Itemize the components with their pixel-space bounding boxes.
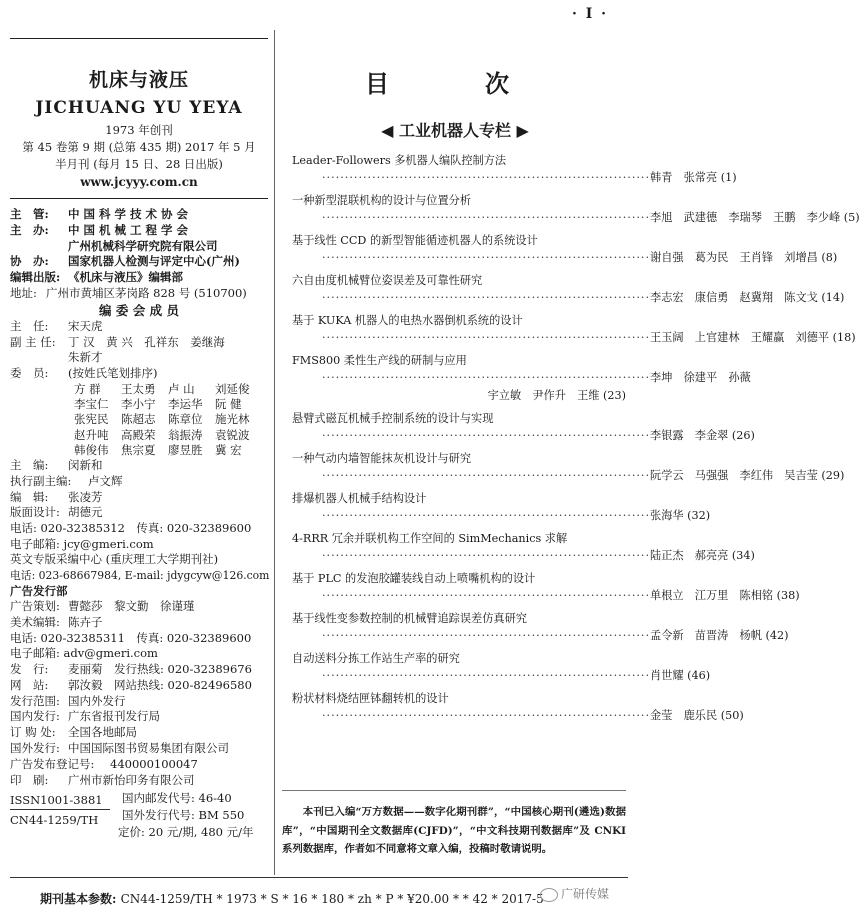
- toc-item[interactable]: [292, 272, 845, 307]
- editor-name: 张凌芳: [68, 489, 103, 504]
- domestic-code: 国内邮发代号: 46-40: [122, 791, 232, 806]
- exec-row: [10, 474, 268, 490]
- toc-item[interactable]: [292, 690, 744, 725]
- toc-item[interactable]: [292, 450, 845, 485]
- member: 施光林: [215, 412, 250, 427]
- top-rule: [10, 38, 268, 39]
- toc-authors-row: [292, 169, 737, 187]
- co-label: 协 办:: [10, 254, 49, 269]
- footer: [40, 890, 544, 907]
- blank-label: [10, 350, 68, 366]
- member: 李宝仁: [74, 397, 109, 412]
- member: 方 群: [74, 381, 101, 396]
- range-row: [10, 694, 268, 710]
- footer-label: 期刊基本参数:: [40, 892, 117, 906]
- column-heading: ◀ 工业机器人专栏 ▶: [381, 121, 529, 140]
- member: 赵升吨: [74, 427, 109, 442]
- member: 焦宗夏: [121, 442, 156, 457]
- supervisor: 中 国 科 学 技 术 协 会: [68, 207, 189, 221]
- member: 阮 健: [215, 397, 242, 412]
- member: 陈章位: [168, 412, 203, 427]
- leader-dots: ········································································: [322, 331, 651, 344]
- toc-authors: 单根立 江万里 陈相铭 (38): [650, 589, 800, 602]
- journal-title: 机床与液压: [88, 69, 189, 91]
- address: 广州市黄埔区茅岗路 828 号 (510700): [46, 285, 247, 300]
- ed-row: [10, 490, 268, 506]
- foreign-row: [10, 741, 268, 757]
- web-contact: 郭汝毅 网站热线: 020-82496580: [68, 677, 252, 692]
- sponsor2-row: [10, 239, 268, 255]
- sponsor: 中 国 机 械 工 程 学 会: [68, 222, 189, 237]
- planner-row: [10, 599, 268, 615]
- chief-label: 主 编:: [10, 457, 49, 472]
- watermark: [540, 885, 609, 902]
- design-label: 版面设计:: [10, 505, 60, 520]
- deputies-2: 朱新才: [68, 350, 103, 365]
- committee-heading: 编 委 会 成 员: [99, 302, 179, 318]
- leader-dots: ········································································: [322, 589, 651, 602]
- toc-authors: 陆正杰 郝亮亮 (34): [650, 549, 755, 562]
- frequency: 半月刊 (每月 15 日、28 日出版): [55, 157, 223, 171]
- leader-dots: ········································································: [322, 429, 651, 442]
- address-label: 地址:: [10, 285, 37, 300]
- member: 韩俊伟: [74, 442, 109, 457]
- members-row: [10, 366, 268, 382]
- toc-title: 基于线性 CCD 的新型智能循迹机器人的系统设计: [292, 234, 538, 247]
- toc-item[interactable]: [292, 490, 711, 525]
- member: 李运华: [168, 397, 203, 412]
- toc-item[interactable]: [292, 152, 737, 187]
- license-row: [10, 757, 268, 773]
- leader-dots: ········································································: [322, 251, 651, 264]
- domestic-label: 国内发行:: [10, 709, 60, 724]
- cn-number: CN44-1259/TH: [10, 813, 99, 828]
- page-number: · I ·: [571, 6, 608, 22]
- co-row: [10, 254, 268, 270]
- director: 宋天虎: [68, 318, 103, 333]
- toc-item[interactable]: [292, 352, 751, 405]
- indexing-notice: 本刊已入编“万方数据——数字化期刊群”，“中国核心期刊(遴选)数据库”，“中国期刊全文数据库(CJFD)”，“中文科技期刊数据库”及 CNKI 系列数据库，作者如不同意将文章入编，投稿时敬请说明。: [282, 790, 626, 859]
- english-contact: 电话: 023-68667984, E-mail: jdygcyw@126.com: [10, 568, 270, 582]
- toc-item[interactable]: [292, 610, 789, 645]
- address-row: [10, 286, 268, 302]
- designer: 胡德元: [68, 505, 103, 520]
- toc-item[interactable]: [292, 232, 838, 267]
- toc-item[interactable]: [292, 650, 711, 685]
- toc-authors-row: [292, 209, 860, 227]
- print-row: [10, 773, 268, 789]
- web-label: 网 站:: [10, 677, 49, 692]
- english-office: 英文专版采编中心 (重庆理工大学期刊社): [10, 552, 219, 567]
- member-row: [10, 428, 268, 443]
- toc-authors: 阮学云 马强强 李红伟 吴吉莹 (29): [650, 469, 845, 482]
- toc-title: 排爆机器人机械手结构设计: [292, 492, 427, 505]
- toc-authors-row: [292, 329, 856, 347]
- sponsor2: 广州机械科学研究院有限公司: [68, 238, 218, 253]
- supervisor-row: [10, 207, 268, 223]
- masthead-column: [10, 38, 268, 848]
- toc-title: 4-RRR 冗余并联机构工作空间的 SimMechanics 求解: [292, 532, 568, 545]
- leader-dots: ········································································: [322, 291, 651, 304]
- leader-dots: ········································································: [322, 469, 651, 482]
- exec-label: 执行副主编:: [10, 473, 72, 488]
- planner-label: 广告策划:: [10, 599, 60, 614]
- distribution: 麦丽菊 发行热线: 020-32389676: [68, 661, 252, 676]
- watermark-text: 广研传媒: [561, 887, 610, 901]
- subscribe-row: [10, 725, 268, 741]
- member-row: [10, 397, 268, 412]
- supervisor-label: 主 管:: [10, 207, 49, 221]
- deputies: 丁 汉 黄 兴 孔祥东 姜继海: [68, 334, 225, 349]
- toc-item[interactable]: [292, 570, 800, 605]
- wechat-icon: [540, 888, 558, 902]
- dist-row: [10, 662, 268, 678]
- toc-heading: 目 次: [365, 69, 545, 98]
- issn-block: [10, 788, 268, 848]
- range-label: 发行范围:: [10, 693, 60, 708]
- leader-dots: ········································································: [322, 709, 651, 722]
- toc-item[interactable]: [292, 530, 755, 565]
- editor-row: [10, 270, 268, 286]
- member: 翁振涛: [168, 427, 203, 442]
- member: 冀 宏: [215, 442, 242, 457]
- dist-range: 国内外发行: [68, 693, 126, 708]
- issn-rule: [10, 809, 110, 810]
- foreign-label: 国外发行:: [10, 740, 60, 755]
- toc-authors: 金莹 鹿乐民 (50): [650, 709, 744, 722]
- domestic-dist: 广东省报刊发行局: [68, 709, 160, 724]
- sponsor-row: [10, 223, 268, 239]
- exec-editor: 卢文辉: [88, 473, 123, 488]
- toc-authors: 李志宏 康信勇 赵冀翔 陈文戈 (14): [650, 291, 845, 304]
- blank-label: [10, 239, 68, 255]
- printer: 广州市新怡印务有限公司: [68, 772, 195, 787]
- license-label: 广告发布登记号:: [10, 756, 95, 771]
- leader-dots: ········································································: [322, 629, 651, 642]
- toc-authors-row: [292, 289, 845, 307]
- toc-authors-row: [292, 667, 711, 685]
- director-row: [10, 319, 268, 335]
- members-grid: [10, 382, 268, 458]
- toc-authors-row: [292, 507, 711, 525]
- leader-dots: ········································································: [322, 549, 651, 562]
- license: 440000100047: [110, 756, 198, 771]
- deputy-label: 副 主 任:: [10, 334, 56, 349]
- member-row: [10, 382, 268, 397]
- leader-dots: ········································································: [322, 509, 651, 522]
- member-row: [10, 443, 268, 458]
- toc-authors-2: 宇立敏 尹作升 王维 (23): [487, 389, 626, 402]
- toc-authors: 李旭 武建德 李瑞琴 王鹏 李少峰 (5): [650, 211, 860, 224]
- toc-authors: 谢自强 葛为民 王肖锋 刘增昌 (8): [650, 251, 838, 264]
- founded: 1973 年创刊: [105, 123, 173, 137]
- toc-authors-row: [292, 467, 845, 485]
- member: 袁锐波: [215, 427, 250, 442]
- toc-item[interactable]: [292, 410, 755, 445]
- toc-authors-row: [292, 547, 755, 565]
- toc-title: 六自由度机械臂位姿误差及可靠性研究: [292, 274, 483, 287]
- member: 卢 山: [168, 381, 195, 396]
- art-editor: 陈卉子: [68, 614, 103, 629]
- members-label: 委 员:: [10, 366, 49, 381]
- journal-title-en: JICHUANG YU YEYA: [35, 98, 243, 118]
- toc-authors-row: [292, 587, 800, 605]
- toc-authors: 张海华 (32): [650, 509, 711, 522]
- toc-item[interactable]: [292, 312, 856, 347]
- toc-title: 基于线性变参数控制的机械臂追踪误差仿真研究: [292, 612, 527, 625]
- subscribe-label: 订 购 处:: [10, 725, 56, 740]
- foreign-code: 国外发行代号: BM 550: [122, 808, 245, 823]
- sponsor-label: 主 办:: [10, 222, 49, 237]
- web-row: [10, 678, 268, 694]
- ed-label: 编 辑:: [10, 489, 49, 504]
- foreign-dist: 中国国际图书贸易集团有限公司: [68, 740, 229, 755]
- planners: 曹懿莎 黎文勤 徐谨瑾: [68, 599, 195, 614]
- leader-dots: ········································································: [322, 371, 651, 384]
- toc-authors: 孟令新 苗晋涛 杨帆 (42): [650, 629, 789, 642]
- volume-info: 第 45 卷第 9 期 (总第 435 期) 2017 年 5 月: [22, 140, 256, 154]
- members-note: (按姓氏笔划排序): [68, 366, 158, 381]
- member: 廖昱胜: [168, 442, 203, 457]
- footer-params: CN44-1259/TH * 1973 * S * 16 * 180 * zh * P * ¥20.00 * * 42 * 2017-5: [120, 892, 544, 906]
- design-row: [10, 505, 268, 521]
- toc-list: [292, 152, 860, 730]
- member: 高殿荣: [121, 427, 156, 442]
- toc-authors: 肖世耀 (46): [650, 669, 711, 682]
- toc-title: 一种气动内墙智能抹灰机设计与研究: [292, 452, 472, 465]
- member: 李小宁: [121, 397, 156, 412]
- leader-dots: ········································································: [322, 171, 651, 184]
- column-divider: [274, 30, 275, 875]
- toc-title: FMS800 柔性生产线的研制与应用: [292, 354, 467, 367]
- member-row: [10, 412, 268, 427]
- toc-title: Leader-Followers 多机器人编队控制方法: [292, 154, 507, 167]
- toc-title: 一种新型混联机构的设计与位置分析: [292, 194, 472, 207]
- dist-label: 发 行:: [10, 661, 49, 676]
- toc-authors-row: [292, 427, 755, 445]
- toc-title: 悬臂式磁瓦机械手控制系统的设计与实现: [292, 412, 494, 425]
- member: 张宪民: [74, 412, 109, 427]
- chief-editor: 闵新和: [68, 457, 103, 472]
- member: 王太勇: [121, 381, 156, 396]
- website-link[interactable]: www.jcyyy.com.cn: [80, 175, 198, 189]
- toc-authors-row: [292, 369, 751, 387]
- issn: ISSN1001-3881: [10, 793, 103, 808]
- toc-title: 基于 PLC 的发泡胶罐装线自动上喷嘴机构的设计: [292, 572, 536, 585]
- toc-authors: 王玉阔 上官建林 王耀赢 刘德平 (18): [650, 331, 856, 344]
- toc-item[interactable]: [292, 192, 860, 227]
- toc-authors-row: [292, 627, 789, 645]
- member: 刘延俊: [215, 381, 250, 396]
- art-row: [10, 615, 268, 631]
- editor-label: 编辑出版:: [10, 270, 61, 285]
- toc-authors: 李坤 徐建平 孙薇: [650, 371, 751, 384]
- domestic-row: [10, 709, 268, 725]
- toc-title: 自动送料分拣工作站生产率的研究: [292, 652, 460, 665]
- ads-email: 电子邮箱: adv@gmeri.com: [10, 646, 158, 661]
- deputy-row-2: [10, 350, 268, 366]
- director-label: 主 任:: [10, 318, 49, 333]
- editorial-phone: 电话: 020-32385312 传真: 020-32389600: [10, 521, 252, 536]
- toc-authors-row: [292, 249, 838, 267]
- art-label: 美术编辑:: [10, 614, 60, 629]
- toc-title: 粉状材料烧结匣钵翻转机的设计: [292, 692, 449, 705]
- editor: 《机床与液压》编辑部: [68, 270, 183, 285]
- co-organizer: 国家机器人检测与评定中心(广州): [68, 254, 240, 269]
- leader-dots: ········································································: [322, 669, 651, 682]
- deputy-row: [10, 335, 268, 351]
- print-label: 印 刷:: [10, 772, 49, 787]
- ads-phone: 电话: 020-32385311 传真: 020-32389600: [10, 630, 252, 645]
- ads-heading: 广告发行部: [10, 583, 68, 598]
- toc-authors: 李银露 李金翠 (26): [650, 429, 755, 442]
- toc-title: 基于 KUKA 机器人的电热水器倒机系统的设计: [292, 314, 523, 327]
- member: 陈超志: [121, 412, 156, 427]
- toc-authors: 韩青 张常亮 (1): [650, 171, 737, 184]
- chief-row: [10, 458, 268, 474]
- price: 定价: 20 元/期, 480 元/年: [118, 825, 254, 840]
- leader-dots: ········································································: [322, 211, 651, 224]
- toc-authors-row: [292, 707, 744, 725]
- footer-rule: [10, 877, 628, 878]
- subscribe: 全国各地邮局: [68, 725, 137, 740]
- editorial-email: 电子邮箱: jcy@gmeri.com: [10, 536, 154, 551]
